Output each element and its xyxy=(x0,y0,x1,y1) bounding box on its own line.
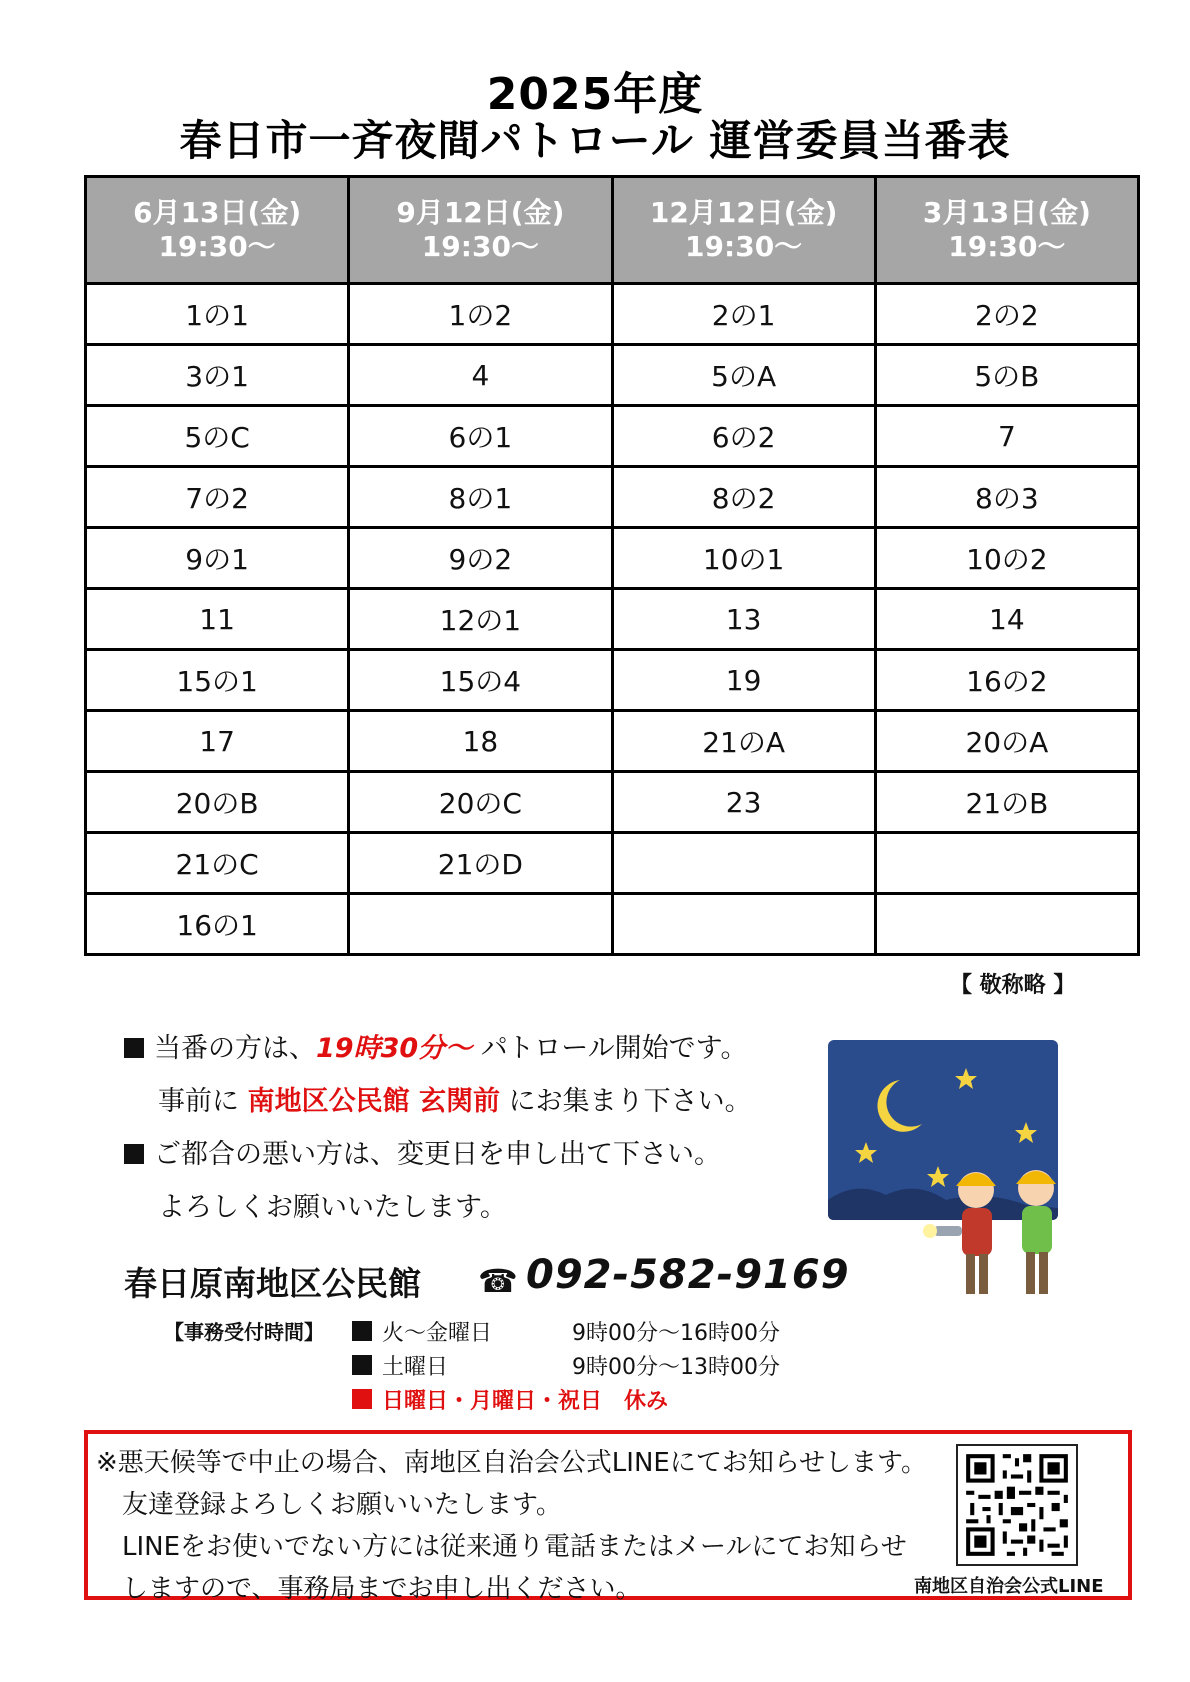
table-cell: 8の3 xyxy=(875,467,1138,528)
notice-line: LINEをお使いでない方には従来通り電話またはメールにてお知らせ xyxy=(122,1532,907,1562)
table-cell: 21のB xyxy=(875,772,1138,833)
table-cell: 16の2 xyxy=(875,650,1138,711)
table-row xyxy=(86,711,1139,772)
info-line-meeting-place xyxy=(158,1079,752,1118)
column-date: 3月13日(金) xyxy=(922,196,1091,229)
table-cell: 21のD xyxy=(349,833,612,894)
table-cell: 6の1 xyxy=(349,406,612,467)
office-hours-label: 【事務受付時間】 xyxy=(164,1320,324,1344)
table-cell: 5のA xyxy=(612,345,875,406)
square-bullet-icon xyxy=(124,1038,144,1058)
phone-number: 092-582-9169 xyxy=(526,1252,850,1298)
table-cell: 18 xyxy=(349,711,612,772)
column-header-jun xyxy=(86,177,349,284)
table-row xyxy=(86,894,1139,955)
night-patrol-illustration xyxy=(826,1040,1126,1320)
table-cell: 20のC xyxy=(349,772,612,833)
table-row xyxy=(86,589,1139,650)
column-header-sep xyxy=(349,177,612,284)
table-cell: 5のC xyxy=(86,406,349,467)
table-row xyxy=(86,345,1139,406)
table-cell: 4 xyxy=(349,345,612,406)
square-bullet-icon xyxy=(124,1144,144,1164)
info-text: 事前に xyxy=(158,1086,239,1117)
table-cell: 10の2 xyxy=(875,528,1138,589)
notice-line: 友達登録よろしくお願いいたします。 xyxy=(122,1490,562,1520)
title-year: 2025年度 xyxy=(486,69,704,120)
square-bullet-icon xyxy=(352,1321,372,1341)
table-cell: 1の2 xyxy=(349,284,612,345)
table-row xyxy=(86,772,1139,833)
community-hall-name: 春日原南地区公民館 xyxy=(124,1264,421,1303)
table-cell: 7の2 xyxy=(86,467,349,528)
table-cell: 7 xyxy=(875,406,1138,467)
table-cell: 2の1 xyxy=(612,284,875,345)
info-line-change-request xyxy=(124,1132,721,1171)
table-cell: 5のB xyxy=(875,345,1138,406)
square-bullet-icon xyxy=(352,1389,372,1409)
table-row xyxy=(86,833,1139,894)
table-cell: 21のA xyxy=(612,711,875,772)
info-text: 当番の方は、 xyxy=(154,1033,316,1064)
table-row xyxy=(86,528,1139,589)
hours-days: 火～金曜日 xyxy=(382,1321,493,1346)
column-time: 19:30～ xyxy=(948,230,1066,263)
column-time: 19:30～ xyxy=(421,230,539,263)
page-title: 春日市一斉夜間パトロール 運営委員当番表 xyxy=(179,116,1011,165)
notice-line: ※悪天候等で中止の場合、南地区自治会公式LINEにてお知らせします。 xyxy=(96,1448,927,1478)
start-time-highlight: 19時30分～ xyxy=(316,1033,473,1064)
table-cell: 9の1 xyxy=(86,528,349,589)
table-row xyxy=(86,284,1139,345)
office-hours-row-saturday xyxy=(352,1350,780,1381)
table-cell: 23 xyxy=(612,772,875,833)
table-cell: 3の1 xyxy=(86,345,349,406)
table-header-row xyxy=(86,177,1139,284)
table-cell: 16の1 xyxy=(86,894,349,955)
office-hours-row-closed xyxy=(352,1384,668,1415)
info-text: にお集まり下さい。 xyxy=(508,1086,752,1117)
table-cell: 15の4 xyxy=(349,650,612,711)
qr-caption: 南地区自治会公式LINE xyxy=(914,1576,1104,1597)
table-cell: 14 xyxy=(875,589,1138,650)
table-cell: 2の2 xyxy=(875,284,1138,345)
info-line-regards xyxy=(158,1185,507,1224)
closed-days-text: 日曜日・月曜日・祝日 休み xyxy=(382,1389,669,1414)
table-cell: 6の2 xyxy=(612,406,875,467)
table-cell: 12の1 xyxy=(349,589,612,650)
honorific-note: 【 敬称略 】 xyxy=(950,973,1076,998)
table-cell xyxy=(612,833,875,894)
table-cell xyxy=(875,833,1138,894)
column-header-dec xyxy=(612,177,875,284)
table-cell: 15の1 xyxy=(86,650,349,711)
column-date: 12月12日(金) xyxy=(649,196,838,229)
table-cell: 9の2 xyxy=(349,528,612,589)
hours-time: 9時00分～13時00分 xyxy=(572,1355,780,1380)
table-cell xyxy=(349,894,612,955)
info-text: よろしくお願いいたします。 xyxy=(158,1192,507,1223)
column-date: 6月13日(金) xyxy=(133,196,302,229)
table-cell: 8の1 xyxy=(349,467,612,528)
column-header-mar xyxy=(875,177,1138,284)
patrol-person-right xyxy=(1016,1170,1056,1294)
table-cell: 20のB xyxy=(86,772,349,833)
duty-table xyxy=(84,175,1140,956)
column-time: 19:30～ xyxy=(158,230,276,263)
table-cell xyxy=(612,894,875,955)
table-cell: 13 xyxy=(612,589,875,650)
phone-icon: ☎ xyxy=(478,1262,518,1300)
table-row xyxy=(86,650,1139,711)
info-text: パトロール開始です。 xyxy=(480,1033,748,1064)
hours-time: 9時00分～16時00分 xyxy=(572,1321,780,1346)
notice-line: しますので、事務局までお申し出ください。 xyxy=(122,1574,642,1604)
info-text: ご都合の悪い方は、変更日を申し出て下さい。 xyxy=(154,1139,721,1170)
table-cell: 11 xyxy=(86,589,349,650)
line-notice-box xyxy=(84,1430,1132,1604)
hours-days: 土曜日 xyxy=(382,1355,449,1380)
info-line-start-time xyxy=(124,1026,748,1065)
square-bullet-icon xyxy=(352,1355,372,1375)
table-cell: 17 xyxy=(86,711,349,772)
office-hours-row-weekday xyxy=(352,1316,780,1347)
table-cell xyxy=(875,894,1138,955)
table-cell: 19 xyxy=(612,650,875,711)
table-row xyxy=(86,467,1139,528)
line-qr-code[interactable] xyxy=(956,1444,1078,1566)
column-time: 19:30～ xyxy=(685,230,803,263)
column-date: 9月12日(金) xyxy=(396,196,565,229)
table-cell: 20のA xyxy=(875,711,1138,772)
table-cell: 1の1 xyxy=(86,284,349,345)
table-cell: 8の2 xyxy=(612,467,875,528)
table-row xyxy=(86,406,1139,467)
meeting-place-highlight: 南地区公民館 玄関前 xyxy=(247,1086,500,1117)
table-cell: 21のC xyxy=(86,833,349,894)
table-cell: 10の1 xyxy=(612,528,875,589)
